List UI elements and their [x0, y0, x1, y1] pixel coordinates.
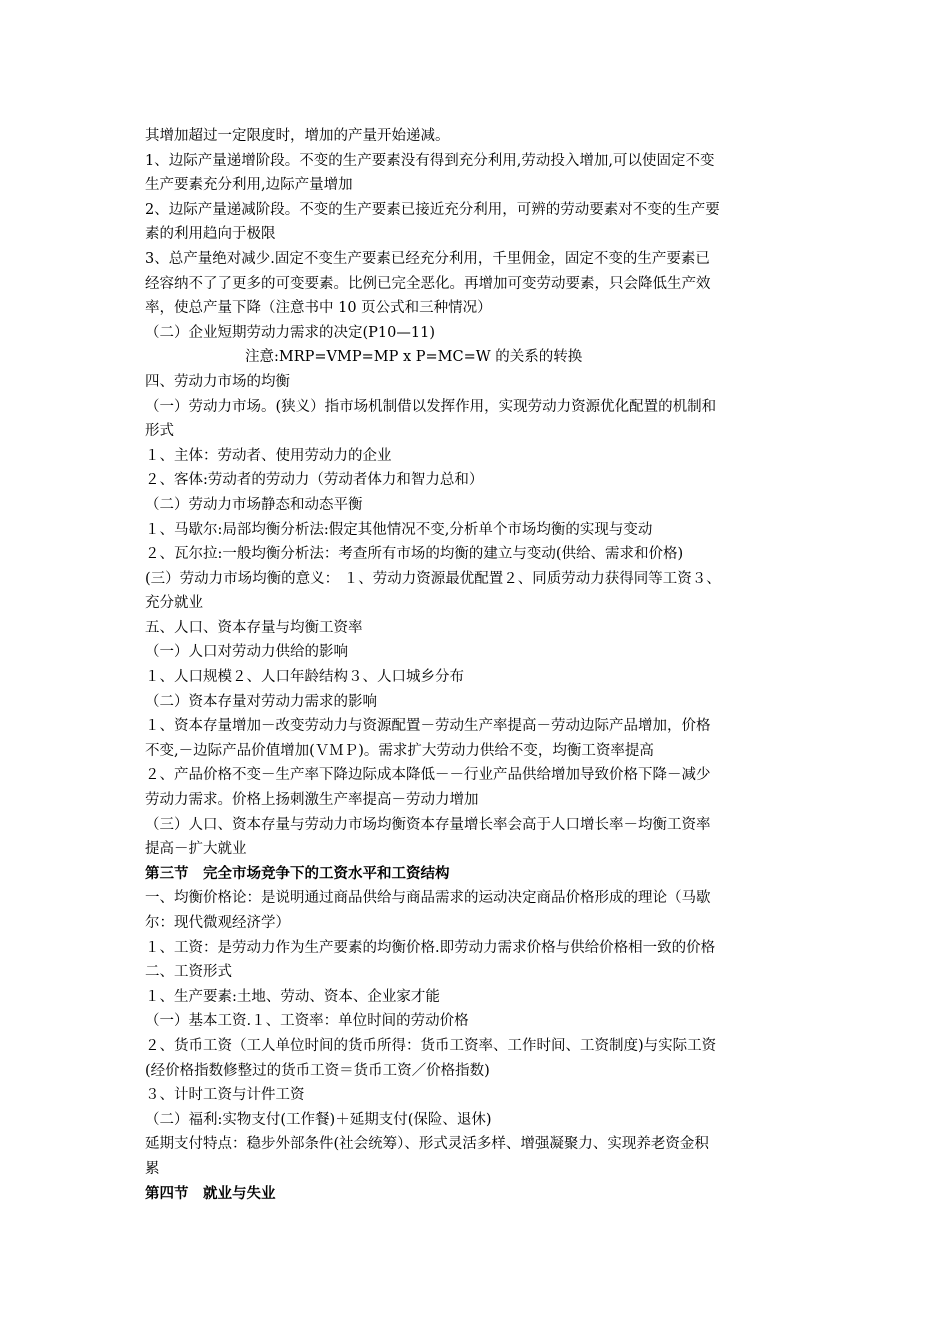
text-line: 素的利用趋向于极限 [145, 226, 276, 243]
text-line: 提高－扩大就业 [145, 841, 247, 858]
text-line: （一）劳动力市场。(狭义）指市场机制借以发挥作用，实现劳动力资源优化配置的机制和 [145, 398, 717, 415]
text-line: 一、均衡价格论：是说明通过商品供给与商品需求的运动决定商品价格形成的理论（马歇 [145, 890, 711, 907]
text-line: 生产要素充分利用,边际产量增加 [145, 177, 353, 194]
section-heading: 四、劳动力市场的均衡 [145, 373, 290, 390]
text-line: １、生产要素:土地、劳动、资本、企业家才能 [145, 988, 440, 1005]
text-line: ２、货币工资（工人单位时间的货币所得：货币工资率、工作时间、工资制度)与实际工资 [145, 1037, 717, 1054]
text-line: ２、客体:劳动者的劳动力（劳动者体力和智力总和） [145, 472, 484, 489]
text-line: 充分就业 [145, 595, 203, 612]
text-line: (经价格指数修整过的货币工资＝货币工资／价格指数) [145, 1062, 490, 1079]
formula-note: 注意:MRP=VMP=MP x P=MC=W 的关系的转换 [245, 349, 583, 366]
text-line: （一）人口对劳动力供给的影响 [145, 644, 348, 661]
text-line: 延期支付特点：稳步外部条件(社会统筹）、形式灵活多样、增强凝聚力、实现养老资金积 [145, 1136, 709, 1153]
text-line: ２、产品价格不变－生产率下降边际成本降低－－行业产品供给增加导致价格下降－减少 [145, 767, 711, 784]
text-line: 形式 [145, 423, 174, 440]
text-line: １、主体：劳动者、使用劳动力的企业 [145, 447, 392, 464]
text-line: 不变,－边际产品价值增加(ＶＭＰ)。需求扩大劳动力供给不变，均衡工资率提高 [145, 742, 654, 759]
text-line: ２、瓦尔拉:一般均衡分析法：考查所有市场的均衡的建立与变动(供给、需求和价格) [145, 546, 684, 563]
text-line: 经容纳不了了更多的可变要素。比例已完全恶化。再增加可变劳动要素，只会降低生产效 [145, 275, 711, 292]
text-line: （二）企业短期劳动力需求的决定(P10—11) [145, 324, 435, 341]
text-line: 1、边际产量递增阶段。不变的生产要素没有得到充分利用,劳动投入增加,可以使固定不变 [145, 152, 715, 169]
chapter-section-title: 第三节 完全市场竞争下的工资水平和工资结构 [145, 865, 450, 882]
text-line: （一）基本工资.１、工资率：单位时间的劳动价格 [145, 1013, 469, 1030]
text-line: １、工资：是劳动力作为生产要素的均衡价格.即劳动力需求价格与供给价格相一致的价格 [145, 939, 716, 956]
text-line: 3、总产量绝对减少.固定不变生产要素已经充分利用，千里佣金，固定不变的生产要素已 [145, 250, 710, 267]
text-line: ３、计时工资与计件工资 [145, 1087, 305, 1104]
document-page [145, 124, 815, 1206]
text-line: 2、边际产量递减阶段。不变的生产要素已接近充分利用，可辨的劳动要素对不变的生产要 [145, 201, 720, 218]
section-heading: 五、人口、资本存量与均衡工资率 [145, 619, 363, 636]
text-line: 其增加超过一定限度时，增加的产量开始递减。 [145, 128, 450, 144]
text-line: （二）福利:实物支付(工作餐)＋延期支付(保险、退休) [145, 1111, 492, 1128]
text-line: 率，使总产量下降（注意书中 10 页公式和三种情况） [145, 300, 492, 317]
text-line: １、马歇尔:局部均衡分析法:假定其他情况不变,分析单个市场均衡的实现与变动 [145, 521, 653, 538]
text-line: １、资本存量增加－改变劳动力与资源配置－劳动生产率提高－劳动边际产品增加，价格 [145, 718, 711, 735]
text-line: 尔：现代微观经济学） [145, 915, 290, 931]
text-line: １、人口规模２、人口年龄结构３、人口城乡分布 [145, 669, 464, 686]
text-line: （三）人口、资本存量与劳动力市场均衡资本存量增长率会高于人口增长率－均衡工资率 [145, 816, 711, 833]
section-heading: 二、工资形式 [145, 964, 232, 981]
text-line: (三）劳动力市场均衡的意义： １、劳动力资源最优配置２、同质劳动力获得同等工资３、 [145, 570, 721, 587]
text-line: 累 [145, 1160, 160, 1177]
text-line: （二）劳动力市场静态和动态平衡 [145, 496, 363, 513]
chapter-section-title: 第四节 就业与失业 [145, 1185, 276, 1202]
text-line: 劳动力需求。价格上扬刺激生产率提高－劳动力增加 [145, 792, 479, 809]
text-line: （二）资本存量对劳动力需求的影响 [145, 693, 377, 710]
